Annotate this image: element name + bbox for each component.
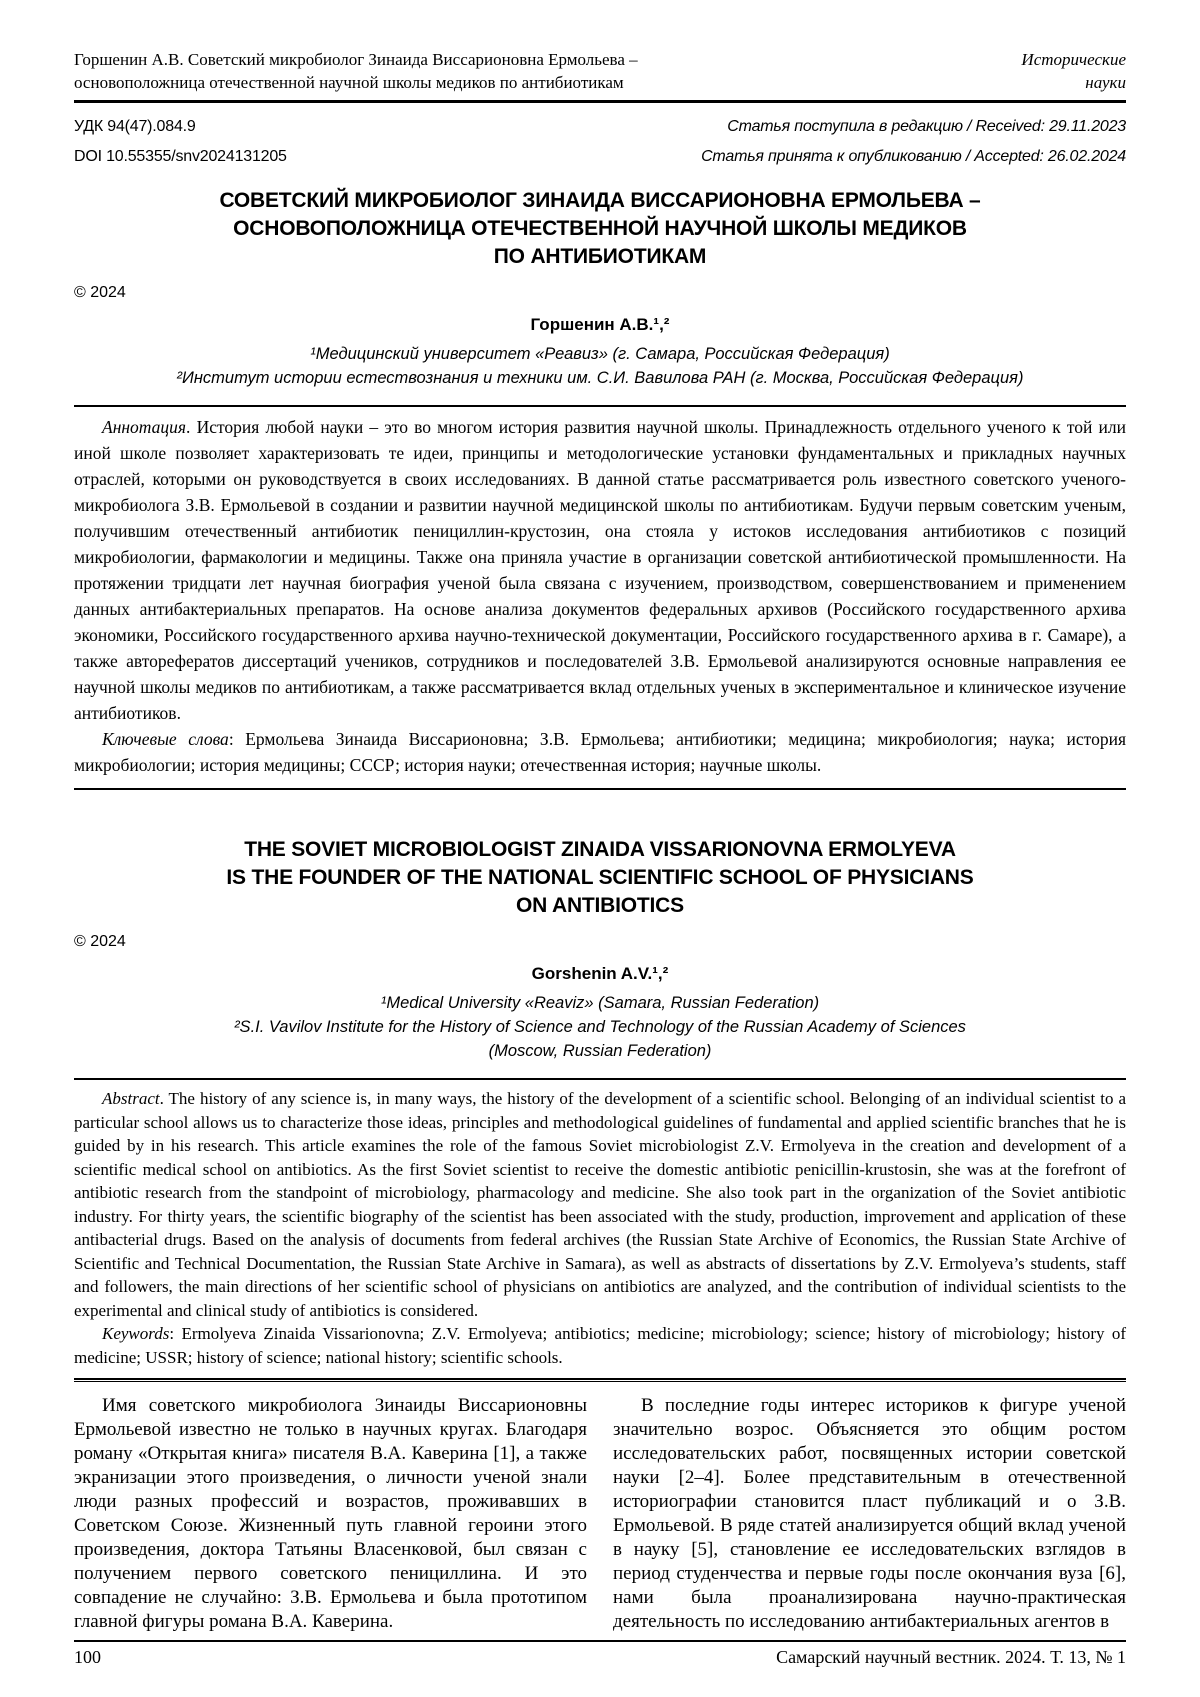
abstract-ru <box>74 414 1126 778</box>
received-date: Статья поступила в редакцию / Received: 29.11.2023 <box>727 118 1126 135</box>
article-title-en: THE SOVIET MICROBIOLOGIST ZINAIDA VISSARIONOVNA ERMOLYEVA IS THE FOUNDER OF THE NATIONAL SCIENTIFIC SCHOOL OF PHYSICIANS ON ANTIBIOTICS <box>226 838 974 917</box>
meta-row-udc <box>74 117 1126 137</box>
running-title: Горшенин А.В. Советский микробиолог Зинаида Виссарионовна Ермольева – основоположница отечественной научной школы медиков по антибиотикам <box>74 50 638 92</box>
spacer <box>74 790 1126 836</box>
keywords-label-en: Keywords <box>102 1324 170 1343</box>
page-footer <box>74 1640 1126 1668</box>
affiliation-2-ru: ²Институт истории естествознания и техники им. С.И. Вавилова РАН (г. Москва, Российская Федерация) <box>176 369 1024 387</box>
copyright-en: © 2024 <box>74 933 126 950</box>
body-column-right <box>613 1394 1126 1634</box>
meta-row-doi <box>74 147 1126 167</box>
doi-code: DOI 10.55355/snv2024131205 <box>74 148 287 165</box>
journal-citation: Самарский научный вестник. 2024. Т. 13, № 1 <box>776 1647 1126 1667</box>
article-title-ru: СОВЕТСКИЙ МИКРОБИОЛОГ ЗИНАИДА ВИССАРИОНОВНА ЕРМОЛЬЕВА – ОСНОВОПОЛОЖНИЦА ОТЕЧЕСТВЕННОЙ НАУЧНОЙ ШКОЛЫ МЕДИКОВ ПО АНТИБИОТИКАМ <box>219 189 981 268</box>
abstract-text-ru: . История любой науки – это во многом история развития научной школы. Принадлежность отдельного ученого к той или иной школе позволяет характеризовать те идеи, принципы и методологические установки фундаментальных и прикладных научных отраслей, которыми он руководствуется в своих исследованиях. В данной статье рассматривается роль известного советского ученого-микробиолога З.В. Ермольевой в создании и развитии научной медицинской школы по антибиотикам. Будучи первым советским ученым, получившим отечественный антибиотик пенициллин-крустозин, она стояла у истоков исследования антибиотиков с позиций микробиологии, фармакологии и медицины. Также она приняла участие в организации советской антибиотической промышленности. На протяжении тридцати лет научная биография ученой была связана с изучением, производством, совершенствованием и применением данных антибактериальных препаратов. На основе анализа документов федеральных архивов (Российского государственного архива экономики, Российского государственного архива научно-технической документации, Российского государственного архива в г. Самаре), а также авторефератов диссертаций учеников, сотрудников и последователей З.В. Ермольевой анализируются основные направления ее научной школы медиков по антибиотикам, а также рассматривается вклад отдельных ученых в экспериментальное и клиническое изучение антибиотиков. <box>74 417 1126 723</box>
affiliation-2-en: ²S.I. Vavilov Institute for the History of Science and Technology of the Russian Academy of Sciences (Moscow, Russian Federation) <box>234 1018 966 1060</box>
body-paragraph-left: Имя советского микробиолога Зинаиды Виссарионовны Ермольевой известно не только в научных кругах. Благодаря роману «Открытая книга» писателя В.А. Каверина [1], а также экранизации этого произведения, о личности ученой знали люди разных профессий и возрастов, проживавших в Советском Союзе. Жизненный путь главной героини этого произведения, доктора Татьяны Власенковой, был связан с получением первого советского пенициллина. И это совпадение не случайно: З.В. Ермольева и была прототипом главной фигуры романа В.А. Каверина. <box>74 1395 587 1632</box>
body-paragraph-right: В последние годы интерес историков к фигуре ученой значительно возрос. Объясняется это общим ростом исследовательских работ, посвященных истории советской науки [2–4]. Более представительным в отечественной историографии становится пласт публикаций и о З.В. Ермольевой. В ряде статей анализируется общий вклад ученой в науку [5], становление ее исследовательских взглядов в период студенчества и первые годы после окончания вуза [6], нами была проанализирована научно-практическая деятельность по исследованию антибактериальных агентов в <box>613 1395 1126 1632</box>
page-number: 100 <box>74 1647 101 1667</box>
affiliations-en <box>74 991 1126 1063</box>
copyright-ru: © 2024 <box>74 284 126 301</box>
keywords-label-ru: Ключевые слова <box>102 729 229 749</box>
body-columns <box>74 1394 1126 1634</box>
udc-code: УДК 94(47).084.9 <box>74 118 196 135</box>
affiliation-1-ru: ¹Медицинский университет «Реавиз» (г. Самара, Российская Федерация) <box>310 345 890 363</box>
accepted-date: Статья принята к опубликованию / Accepted: 26.02.2024 <box>701 148 1126 165</box>
affiliations-ru <box>74 342 1126 390</box>
article-meta <box>74 117 1126 167</box>
body-column-left <box>74 1394 587 1634</box>
abstract-text-en: . The history of any science is, in many ways, the history of the development of a scientific school. Belonging of an individual scientist to a particular school allows us to characterize those ideas, principles and methodological guidelines of fundamental and applied scientific branches that he is guided by in his research. This article examines the role of the famous Soviet microbiologist Z.V. Ermolyeva in the creation and development of a scientific medical school on antibiotics. As the first Soviet scientist to receive the domestic antibiotic penicillin-krustosin, she was at the forefront of antibiotic research from the standpoint of microbiology, pharmacology and medicine. She also took part in the organization of the Soviet antibiotic industry. For thirty years, the scientific biography of the scientist has been associated with the study, production, improvement and application of these antibacterial drugs. Based on the analysis of documents from federal archives (the Russian State Archive of Economics, the Russian State Archive of Scientific and Technical Documentation, the Russian State Archive in Samara), as well as abstracts of dissertations by Z.V. Ermolyeva’s students, staff and followers, the main directions of her scientific school of physicians on antibiotics are analyzed, and the contribution of individual scientists to the experimental and clinical study of antibiotics is considered. <box>74 1089 1126 1320</box>
abstract-label-en: Abstract <box>102 1089 160 1108</box>
section-label: Исторические науки <box>1021 50 1126 92</box>
section-divider <box>74 1378 1126 1382</box>
divider <box>74 405 1126 407</box>
keywords-ru <box>74 726 1126 778</box>
keywords-text-ru: : Ермольева Зинаида Виссарионовна; З.В. Ермольева; антибиотики; медицина; микробиология; наука; история микробиологии; история медицины; СССР; история науки; отечественная история; научные школы. <box>74 729 1126 775</box>
abstract-label-ru: Аннотация <box>102 417 187 437</box>
author-ru: Горшенин А.В.¹,² <box>530 315 670 334</box>
keywords-text-en: : Ermolyeva Zinaida Vissarionovna; Z.V. Ermolyeva; antibiotics; medicine; microbiology; science; history of microbiology; history of medicine; USSR; history of science; national history; scientific schools. <box>74 1324 1126 1367</box>
author-en: Gorshenin A.V.¹,² <box>531 964 669 983</box>
affiliation-1-en: ¹Medical University «Reaviz» (Samara, Russian Federation) <box>380 994 820 1012</box>
divider <box>74 1078 1126 1080</box>
keywords-en <box>74 1322 1126 1369</box>
running-header <box>74 48 1126 103</box>
abstract-en <box>74 1087 1126 1369</box>
